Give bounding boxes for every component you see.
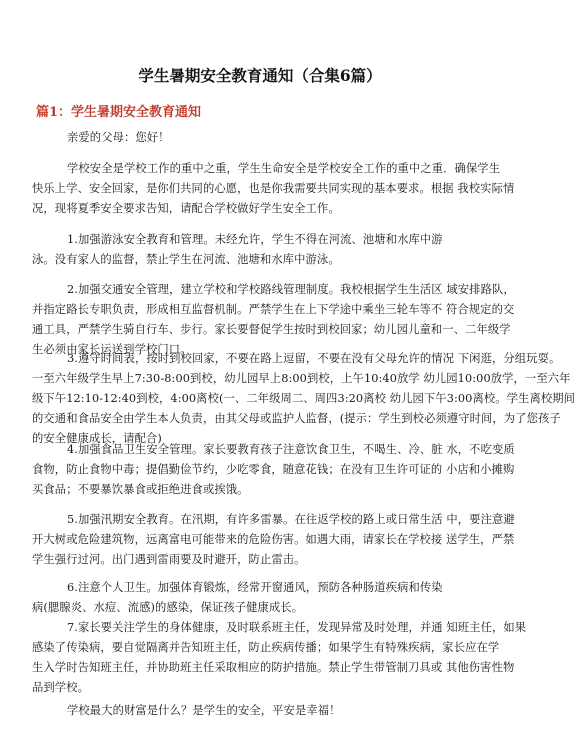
paragraph-item-1 [32,230,494,270]
paragraph-line: 快乐上学、安全回家，是你们共同的心愿，也是你我需要共同实现的基本要求。根据 我校实际情 [32,182,515,195]
paragraph-item-3 [32,349,575,449]
paragraph-line: 品到学校。 [32,681,89,694]
paragraph-line: 病(腮腺炎、水痘、流感)的感染，保证孩子健康成长。 [32,601,304,614]
paragraph-item-7 [32,618,527,698]
paragraph-line: 生必须由家长运送到学校门口。 [32,343,192,356]
section-heading: 篇1：学生暑期安全教育通知 [36,105,202,120]
paragraph-intro [32,159,515,219]
paragraph-line: 亲爱的父母：您好！ [67,131,170,144]
paragraph-line: 生入学时告知班主任，并协助班主任采取相应的防护措施。禁止学生带管制刀具或 其他伤害性物 [32,661,515,674]
paragraph-line: 2.加强交通安全管理，建立学校和学校路线管理制度。我校根据学生生活区 域安排路队， [67,283,515,296]
paragraph-line: 食物，防止食物中毒；提倡勤俭节约，少吃零食，随意花钱；在没有卫生许可证的 小店和小摊购 [32,463,515,476]
paragraph-line: 的安全健康成长，请配合) [32,432,162,445]
paragraph-closing [32,701,494,721]
paragraph-line: 开大树或危险建筑物，远离富电可能带来的危险伤害。如遇大雨，请家长在学校接 送学生，严禁 [32,533,515,546]
paragraph-item-6 [32,578,494,618]
paragraph-line: 一至六年级学生早上7:30-8:00到校，幼儿园早上8:00到校，上午10:40放学 幼儿园10:00放学，一至六年 [32,372,571,385]
paragraph-line: 3.遵守时间表，按时到校回家，不要在路上逗留，不要在没有父母允许的情况 下闲逛，分组玩耍。 [67,352,561,365]
paragraph-line: 泳。没有家人的监督，禁止学生在河流、池塘和水库中游泳。 [32,253,340,266]
paragraph-line: 6.注意个人卫生。加强体育锻炼，经常开窗通风，预防各种肠道疾病和传染 [67,581,443,594]
paragraph-line: 况，现将夏季安全要求告知，请配合学校做好学生安全工作。 [32,202,340,215]
paragraph-line: 学校最大的财富是什么？是学生的安全，平安是幸福！ [67,704,341,717]
paragraph-line: 学生强行过河。出门遇到雷雨要及时避开，防止雷击。 [32,553,306,566]
paragraph-line: 并指定路长专职负责，形成相互监督机制。严禁学生在上下学途中乘坐三轮车等不 符合规定的交 [32,303,515,316]
paragraph-line: 的交通和食品安全由学生本人负责，由其父母或监护人监督，(提示：学生到校必须遵守时间，为了您孩子 [32,412,561,425]
paragraph-item-5 [32,510,515,570]
paragraph-greeting [32,128,494,148]
document-title: 学生暑期安全教育通知（合集6篇） [138,66,382,85]
paragraph-line: 级下午12:10-12:40到校，4:00离校(一、二年级周二、周四3:20离校 幼儿园下午3:00离校。学生离校期间 [32,392,575,405]
paragraph-line: 4.加强食品卫生安全管理。家长要教育孩子注意饮食卫生，不喝生、冷、脏 水，不吃变质 [67,443,515,456]
paragraph-line: 通工具，严禁学生骑自行车、步行。家长要督促学生按时到校回家；幼儿园儿童和一、二年级学 [32,323,511,336]
paragraph-line: 买食品；不要暴饮暴食或拒绝进食或挨饿。 [32,483,249,496]
paragraph-line: 1.加强游泳安全教育和管理。未经允许，学生不得在河流、池塘和水库中游 [67,233,443,246]
paragraph-line: 学校安全是学校工作的重中之重，学生生命安全是学校安全工作的重中之重．确保学生 [67,162,501,175]
paragraph-line: 7.家长要关注学生的身体健康，及时联系班主任，发现异常及时处理，并通 知班主任，如果 [67,621,527,634]
paragraph-line: 5.加强汛期安全教育。在汛期，有许多雷暴。在往返学校的路上或日常生活 中，要注意避 [67,513,515,526]
paragraph-line: 感染了传染病，要自觉隔离并告知班主任，防止疾病传播；如果学生有特殊疾病，家长应在学 [32,641,500,654]
paragraph-item-2 [32,280,515,360]
paragraph-item-4 [32,440,515,500]
